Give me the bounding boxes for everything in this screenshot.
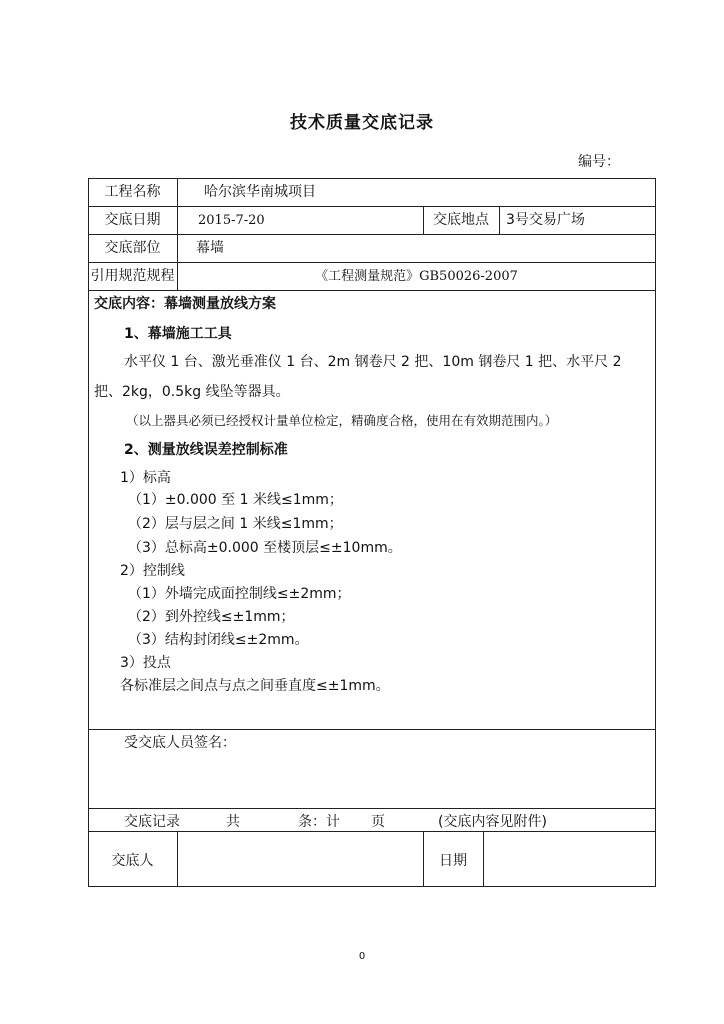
place-value: 3号交易广场 [506,212,585,228]
spec-value: 《工程测量规范》GB50026-2007 [315,269,518,284]
serial-number-label: 编号： [578,154,620,170]
elevation-item-3: （3）总标高±0.000 至楼顶层≤±10mm。 [128,540,402,556]
project-name-value: 哈尔滨华南城项目 [204,184,316,200]
person-label: 交底人 [111,853,154,869]
row-divider [88,729,656,730]
section-1-note: （以上器具必须已经授权计量单位检定，精确度合格，使用在有效期范围内。） [126,413,558,428]
date-label: 交底日期 [104,212,161,228]
page-number: 0 [358,951,366,962]
record-label: 交底记录 [124,814,180,830]
elevation-item-1: （1）±0.000 至 1 米线≤1mm； [128,492,343,508]
projection-title: 3）投点 [120,655,171,671]
section-1-title: 1、幕墙施工工具 [124,326,232,342]
row-divider [88,808,656,809]
document-title: 技术质量交底记录 [290,113,434,133]
record-tiao-ji: 条：计 [298,814,340,830]
control-line-item-1: （1）外墙完成面控制线≤±2mm； [128,586,351,602]
column-divider [483,831,484,887]
record-gong: 共 [226,814,240,830]
section-1-line-1: 水平仪 1 台、激光垂准仪 1 台、2m 钢卷尺 2 把、10m 钢卷尺 1 把、水平尺 2 [124,354,622,370]
control-line-item-2: （2）到外控线≤±1mm； [128,609,295,625]
control-line-title: 2）控制线 [120,563,185,579]
elevation-item-2: （2）层与层之间 1 米线≤1mm； [128,516,343,532]
row-divider [88,262,656,263]
part-label: 交底部位 [104,240,161,256]
control-line-item-3: （3）结构封闭线≤±2mm。 [128,632,309,648]
place-label: 交底地点 [433,212,489,228]
section-2-title: 2、测量放线误差控制标准 [124,442,288,458]
record-ye: 页 [371,814,385,830]
part-value: 幕墙 [196,240,224,256]
section-1-line-2: 把、2kg，0.5kg 线坠等器具。 [94,384,290,400]
spec-label: 引用规范规程 [90,268,175,284]
row-divider [88,206,656,207]
column-divider [177,831,178,887]
projection-item-1: 各标准层之间点与点之间垂直度≤±1mm。 [120,678,390,694]
row-divider [88,831,656,832]
signature-label: 受交底人员签名： [124,735,236,751]
date-value: 2015-7-20 [198,213,265,228]
elevation-title: 1）标高 [120,470,171,486]
column-divider [499,206,500,234]
record-note: (交底内容见附件) [438,814,547,830]
row-divider [88,234,656,235]
row-divider [88,290,656,291]
content-heading: 交底内容：幕墙测量放线方案 [94,296,276,312]
bottom-date-label: 日期 [439,853,467,869]
project-name-label: 工程名称 [104,184,161,200]
